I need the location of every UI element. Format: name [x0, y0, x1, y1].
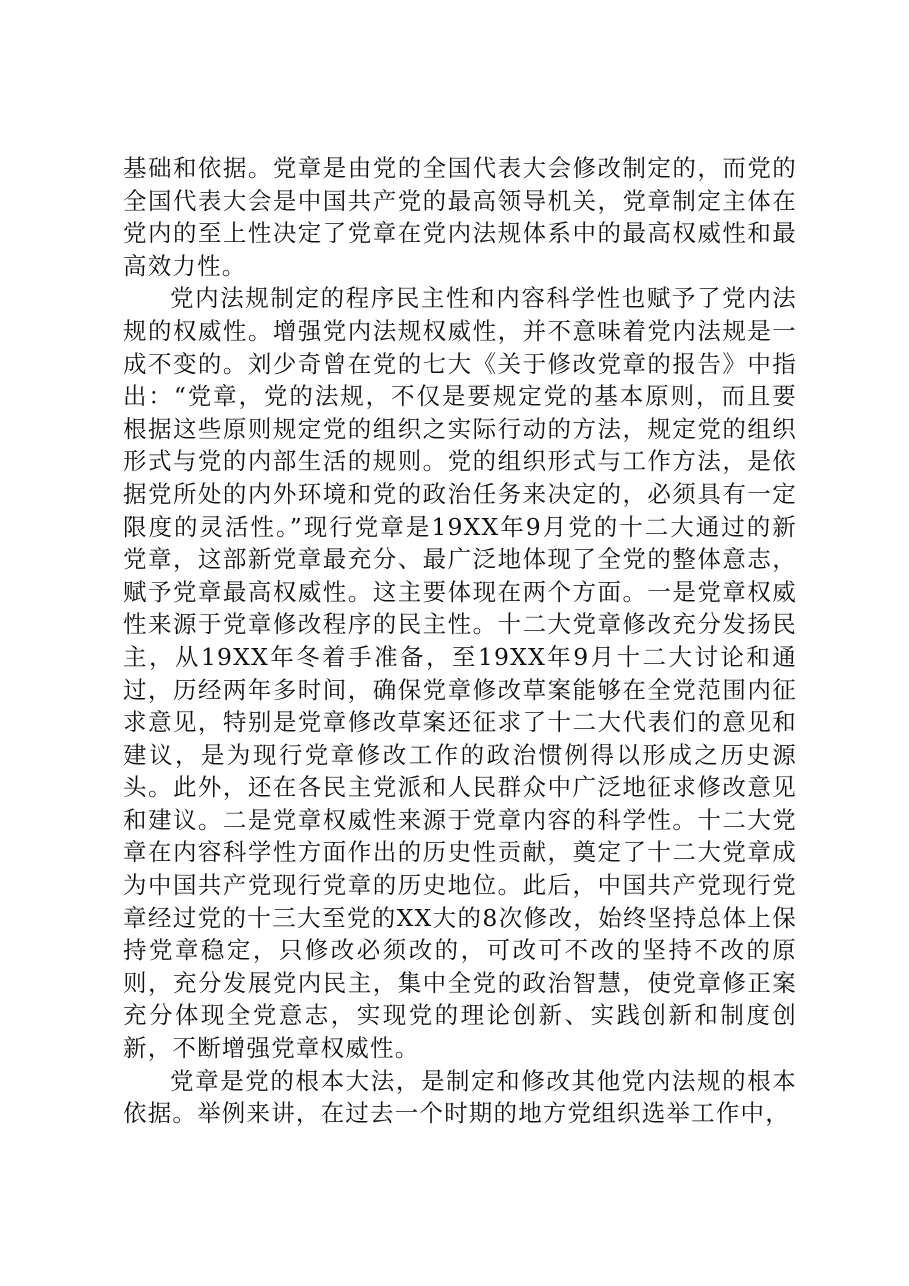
paragraph-1: 基础和依据。党章是由党的全国代表大会修改制定的，而党的全国代表大会是中国共产党的最高领导机关，党章制定主体在党内的至上性决定了党章在党内法规体系中的最高权威性和最高效力性。: [123, 154, 797, 280]
document-body: [123, 152, 797, 1130]
paragraph-3: 党章是党的根本大法，是制定和修改其他党内法规的根本依据。举例来讲，在过去一个时期的地方党组织选举工作中，: [123, 1066, 797, 1128]
paragraph-2: 党内法规制定的程序民主性和内容科学性也赋予了党内法规的权威性。增强党内法规权威性，并不意味着党内法规是一成不变的。刘少奇曾在党的七大《关于修改党章的报告》中指出：“党章，党的法规，不仅是要规定党的基本原则，而且要根据这些原则规定党的组织之实际行动的方法，规定党的组织形式与党的内部生活的规则。党的组织形式与工作方法，是依据党所处的内外环境和党的政治任务来决定的，必须具有一定限度的灵活性。”现行党章是19XX年9月党的十二大通过的新党章，这部新党章最充分、最广泛地体现了全党的整体意志，赋予党章最高权威性。这主要体现在两个方面。一是党章权威性来源于党章修改程序的民主性。十二大党章修改充分发扬民主，从19XX年冬着手准备，至19XX年9月十二大讨论和通过，历经两年多时间，确保党章修改草案能够在全党范围内征求意见，特别是党章修改草案还征求了十二大代表们的意见和建议，是为现行党章修改工作的政治惯例得以形成之历史源头。此外，还在各民主党派和人民群众中广泛地征求修改意见和建议。二是党章权威性来源于党章内容的科学性。十二大党章在内容科学性方面作出的历史性贡献，奠定了十二大党章成为中国共产党现行党章的历史地位。此后，中国共产党现行党章经过党的十三大至党的XX大的8次修改，始终坚持总体上保持党章稳定，只修改必须改的，可改可不改的坚持不改的原则，充分发展党内民主，集中全党的政治智慧，使党章修正案充分体现全党意志，实现党的理论创新、实践创新和制度创新，不断增强党章权威性。: [123, 284, 797, 1063]
